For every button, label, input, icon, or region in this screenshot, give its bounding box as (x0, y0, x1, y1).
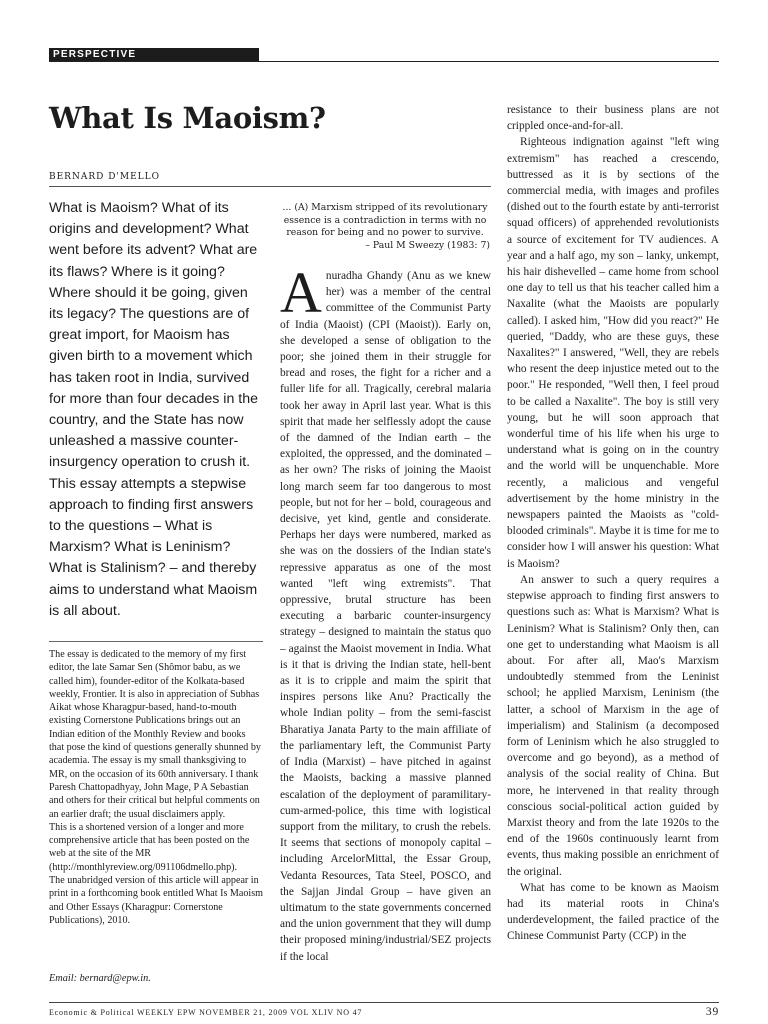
header-rule (49, 61, 719, 62)
body-paragraph: An answer to such a query requires a stepwise approach to finding first answers to questions such as: What is Marxism? What is Leninism? What is Stalinism? Only then, can one get to understanding what Maoism is all about. For after all, Mao's Marxism undoubtedly stemmed from the Leninist school; he applied Marxism, Leninism (the latter, a school of Marxism in the age of imperialism) and Stalinism (a decomposed form of Leninism which he also struggled to overcome and go beyond), as a method of analysis of the social reality of China. But more, he intervened in that reality through conscious social-political action guided by Marxist theory and from the late 1920s to the end of the 1960s continuously learnt from events, thus making possible an enrichment of the original. (507, 573, 719, 878)
section-label: PERSPECTIVE (49, 48, 259, 61)
abstract-paragraph: What is Maoism? What of its origins and development? What went before its advent? What are its flaws? Where is it going? Where should it be going, given its legacy? The questions are of great import, for Maoism has given birth to a movement which has taken root in India, survived for more than four decades in the country, and the State has now unleashed a massive counter-insurgency operation to crush it. (49, 200, 258, 471)
author-note-paragraph: The essay is dedicated to the memory of my first editor, the late Samar Sen (Shômor babu, as we called him), founder-editor of the Kolkata-based weekly, Frontier. It is also in appreciation of Subhas Aikat whose Kharagpur-based, hand-to-mouth existing Cornerstone Publications brings out an Indian edition of the Monthly Review and books that pose the kind of questions generally shunned by academia. The essay is my small thanksgiving to MR, on the occasion of its 60th anniversary. I thank Paresh Chattopadhyay, John Mage, P A Sebastian and others for their critical but helpful comments on an earlier draft; the usual disclaimers apply. (49, 649, 261, 820)
author-note-paragraph: The unabridged version of this article will appear in print in a forthcoming book entitled What Is Maoism and Other Essays (Kharagpur: Cornerstone Publications), 2010. (49, 875, 263, 926)
byline: BERNARD D'MELLO (49, 172, 160, 182)
author-note-paragraph: This is a shortened version of a longer and more comprehensive article that has been posted on the web at the site of the MR (http://monthlyreview.org/091106dmello.php). (49, 821, 250, 873)
footer-publication: Economic & Political WEEKLY EPW NOVEMBER 21, 2009 VOL XLIV NO 47 (49, 1008, 363, 1017)
author-note (49, 648, 263, 927)
body-column-right (507, 102, 719, 945)
body-paragraph: resistance to their business plans are not crippled once-and-for-all. (507, 104, 719, 133)
author-email: Email: bernard@epw.in. (49, 973, 151, 984)
drop-cap: A (280, 260, 322, 325)
note-rule (49, 641, 263, 642)
epigraph-quote: ... (A) Marxism stripped of its revolutionary essence is a contradiction in terms with no reason for being and no power to survive. (282, 202, 488, 239)
article-title: What Is Maoism? (49, 101, 326, 135)
page-number: 39 (705, 1006, 719, 1018)
body-paragraph: nuradha Ghandy (Anu as we knew her) was a member of the central committee of the Communist Party of India (Maoist) (CPI (Maoist)). Early on, she developed a sense of obligation to the poor; she joined them in their struggle for bread and roses, the fight for a richer and a fuller life for all. Tragically, cerebral malaria took her away in April last year. What is this spirit that made her selflessly adopt the cause of the damned of the Indian earth – the exploited, the oppressed, and the dominated – as her own? The risks of joining the Maoist long march seem far too dangerous to most people, but not for her – bold, courageous and decisive, yet kind, gentle and considerate. Perhaps her days were numbered, marked as she was on the dossiers of the Indian state's repressive apparatus as one of the most wanted "left wing extremists". That oppressive, brutal structure has been executing a barbaric counter-insurgency strategy – designed to maintain the status quo – against the Maoist movement in India. What is it that is driving the Indian state, hell-bent as it is to cripple and maim the spirit that inspires persons like Anu? Practically the whole Indian polity – from the semi-fascist Bharatiya Janata Party to the main affiliate of the parliamentary left, the Communist Party of India (Marxist) – have pitched in against the Maoists, backing a massive planned escalation of the deployment of paramilitary-cum-armed-police, this time with logistical support from the military, to crush the rebels. It seems that sections of monopoly capital – including ArcelorMittal, the Essar Group, Vedanta Resources, Tata Steel, POSCO, and the Sajjan Jindal Group – have given an ultimatum to the state governments concerned and the union government that they will dump their proposed mining/industrial/SEZ projects if the local (280, 270, 491, 963)
epigraph-attribution: – Paul M Sweezy (1983: 7) (365, 240, 490, 252)
body-paragraph: Righteous indignation against "left wing extremism" has reached a crescendo, buttressed as it is by sections of the commercial media, with images and profiles (dished out to the fourth estate by anti-terrorist squad officers) of apprehended revolutionists a source of excitement for TV audiences. A year and a half ago, my son – lanky, unkempt, his hair dishevelled – came home from school one day to tell us that his teacher called him a Naxalite (what the Maoists are popularly called). I asked him, "How did you react?" He queried, "Daddy, who are these guys, these Naxalites?" I answered, "Well, they are rebels who resent the deep injustice meted out to the poor." He responded, "Well then, I feel proud to be called a Naxalite". The boy is still very young, but he will soon approach that wonderful time of his life when his urge to understand what is going on in the country and the world will be unquenchable. More recently, a malicious and vengeful advertisement by the home ministry in the newspapers painted the Maoists as "cold-blooded criminals". Maybe it is time for me to consider how I will answer his question: What is Maoism? (507, 136, 720, 570)
abstract (49, 198, 263, 622)
body-column-middle (280, 260, 491, 965)
page-footer (49, 1006, 719, 1020)
epigraph (280, 202, 490, 253)
byline-rule (49, 186, 491, 187)
footer-rule (49, 1002, 719, 1003)
abstract-paragraph: This essay attempts a stepwise approach to finding first answers to the questions – What is Marxism? What is Leninism? What is Stalinism? – and thereby aims to understand what Maoism is all about. (49, 475, 258, 619)
body-paragraph: What has come to be known as Maoism had its material roots in China's underdevelopment, the failed practice of the Chinese Communist Party (CCP) in the (507, 881, 719, 943)
